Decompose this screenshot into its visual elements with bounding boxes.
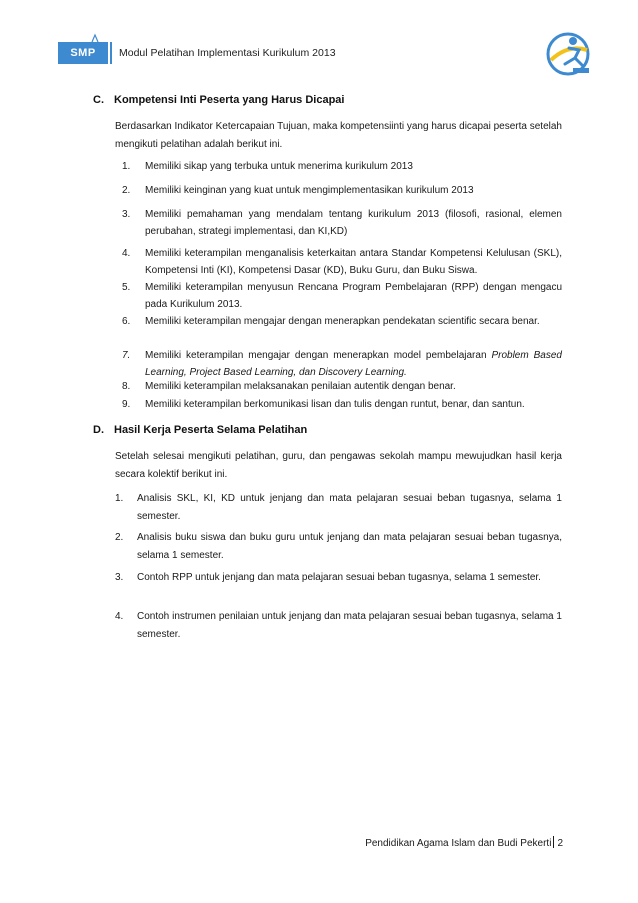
module-title: Modul Pelatihan Implementasi Kurikulum 2013 <box>119 47 336 59</box>
section-d-letter: D. <box>93 424 104 436</box>
footer-separator <box>553 836 554 848</box>
section-d-intro: Setelah selesai mengikuti pelatihan, guru, dan pengawas sekolah mampu mewujudkan hasil kerja secara kolektif berikut ini. <box>115 451 562 480</box>
header-divider <box>110 42 112 64</box>
section-c-intro: Berdasarkan Indikator Ketercapaian Tujuan, maka kompetensiinti yang harus dicapai peserta setelah mengikuti pelatihan adalah berikut ini. <box>115 121 562 150</box>
section-d-title: Hasil Kerja Peserta Selama Pelatihan <box>114 424 308 436</box>
section-c-title: Kompetensi Inti Peserta yang Harus Dicapai <box>114 94 345 106</box>
page-number: 2 <box>557 838 563 849</box>
level-badge: SMP <box>58 42 108 64</box>
section-c-letter: C. <box>93 94 104 106</box>
footer-text: Pendidikan Agama Islam dan Budi Pekerti <box>365 838 552 849</box>
page-footer <box>300 836 563 849</box>
kurikulum-logo-icon <box>543 30 593 78</box>
